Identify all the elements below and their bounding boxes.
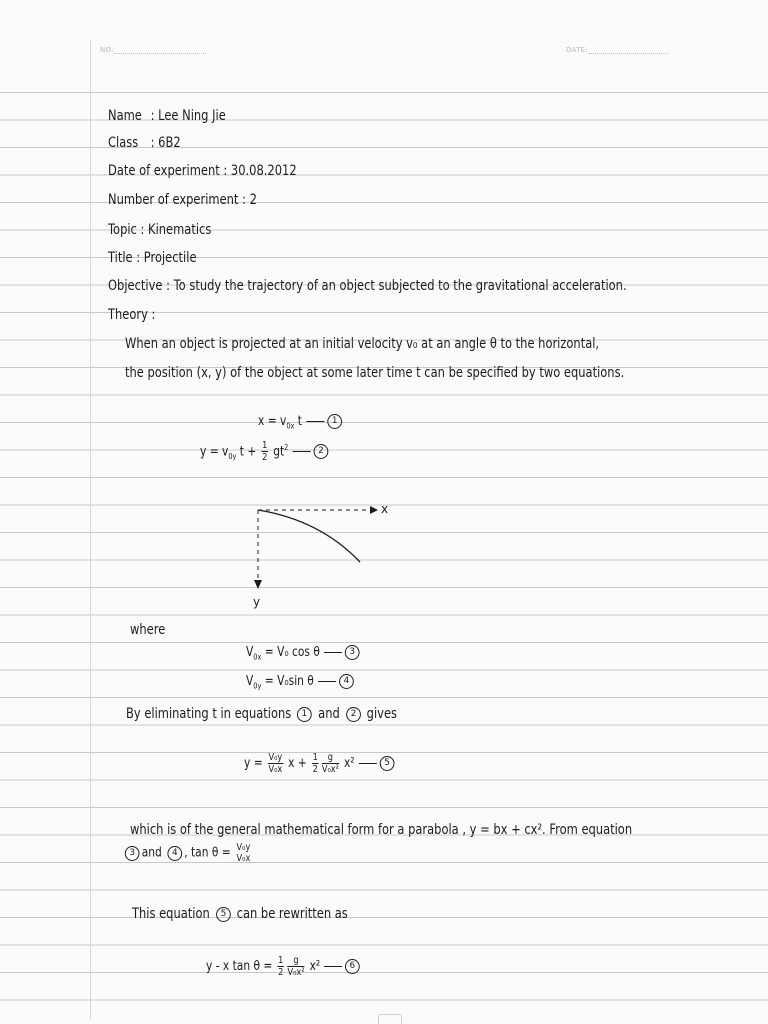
eq5-f3-num: g xyxy=(322,752,339,764)
y-axis-label: y xyxy=(253,595,261,609)
rewrite-text-a: This equation xyxy=(132,906,210,922)
info-date xyxy=(108,163,297,179)
eq6-f2-den: V₀x² xyxy=(287,967,305,978)
general-circle-4: 4 xyxy=(167,846,182,861)
eq5-f2-num: 1 xyxy=(312,752,318,763)
equation-3 xyxy=(246,645,358,666)
elim-text-and: and xyxy=(318,706,340,722)
header-date xyxy=(566,46,668,54)
header-date-dots xyxy=(588,53,668,54)
eq6-number-circle: 6 xyxy=(345,959,360,974)
info-label: Name xyxy=(108,108,142,124)
eq1-dash xyxy=(306,421,324,422)
equation-6 xyxy=(206,955,359,978)
info-label: Objective xyxy=(108,278,163,294)
eq3-dash xyxy=(324,652,342,653)
elim-circle-2: 2 xyxy=(346,707,361,722)
page-top-margin xyxy=(0,0,768,66)
eq4-lhs: V xyxy=(246,674,254,689)
info-label: Class xyxy=(108,135,139,151)
header-no-dots xyxy=(114,53,206,54)
page-footer-mark xyxy=(378,1014,402,1024)
eq4-dash xyxy=(318,681,336,682)
eq1-subscript: 0x xyxy=(286,421,295,431)
eq5-fraction-half xyxy=(312,752,319,775)
info-value: : To study the trajectory of an object subjected to the gravitational acceleration. xyxy=(166,278,627,294)
eq5-f3-den: V₀x² xyxy=(321,764,339,775)
eq5-f1-den: V₀x xyxy=(268,764,283,775)
info-class xyxy=(108,135,181,151)
margin-line xyxy=(90,40,91,1020)
info-objective xyxy=(108,278,627,294)
info-value: : 30.08.2012 xyxy=(223,163,297,179)
general-circle-3: 3 xyxy=(125,846,140,861)
header-no-label: NO: xyxy=(100,46,114,54)
equation-1 xyxy=(258,414,340,435)
y-axis-arrowhead xyxy=(254,580,262,589)
eq6-f1-den: 2 xyxy=(278,967,284,978)
eq4-rhs: = V₀sin θ xyxy=(261,674,314,689)
eq5-dash xyxy=(359,763,377,764)
eq1-number-circle: 1 xyxy=(327,414,342,429)
eq6-fraction-g xyxy=(288,955,305,978)
eq2-subscript: 0y xyxy=(228,451,237,461)
eq4-number-circle: 4 xyxy=(339,674,354,689)
elimination-sentence xyxy=(126,706,397,722)
eq5-fraction-g xyxy=(322,752,339,775)
trajectory-diagram xyxy=(240,496,410,616)
x-axis-label: x xyxy=(381,502,389,516)
general-frac-den: V₀x xyxy=(236,853,251,864)
info-label: Theory xyxy=(108,307,148,323)
info-label: Topic xyxy=(108,222,137,238)
theory-line-2: the position (x, y) of the object at some later time t can be specified by two equations. xyxy=(125,365,625,381)
where-label: where xyxy=(130,622,166,638)
eq5-rhs: x² xyxy=(340,756,355,771)
info-label: Number of experiment xyxy=(108,192,239,208)
x-axis-arrowhead xyxy=(370,506,378,514)
info-value: : 6B2 xyxy=(150,135,181,151)
info-value: : xyxy=(151,307,156,323)
equation-2 xyxy=(200,440,327,465)
eq5-f2-den: 2 xyxy=(312,764,318,775)
eq5-mid: x + xyxy=(284,756,311,771)
theory-line-1: When an object is projected at an initial velocity v₀ at an angle θ to the horizontal, xyxy=(125,336,600,352)
info-value: : Projectile xyxy=(136,250,197,266)
eq2-half-fraction xyxy=(261,440,268,463)
eq2-number-circle: 2 xyxy=(313,444,328,459)
eq2-superscript: 2 xyxy=(284,443,289,452)
info-name xyxy=(108,108,226,124)
eq1-rhs: t xyxy=(294,414,302,429)
elim-text-a: By eliminating t in equations xyxy=(126,706,292,722)
eq2-frac-num: 1 xyxy=(262,440,268,452)
eq3-lhs: V xyxy=(246,645,254,660)
rewrite-circle-5: 5 xyxy=(216,907,231,922)
eq2-lhs: y = v xyxy=(200,444,229,460)
equation-5 xyxy=(244,752,393,775)
general-fraction xyxy=(236,842,251,864)
eq6-rhs: x² xyxy=(306,959,321,974)
info-title xyxy=(108,250,197,266)
eq2-mid: t + xyxy=(236,444,260,460)
rewrite-sentence xyxy=(132,906,348,922)
eq3-number-circle: 3 xyxy=(345,645,360,660)
eq2-dash xyxy=(292,451,310,452)
eq6-lhs: y - x tan θ = xyxy=(206,959,273,974)
eq6-f2-num: g xyxy=(288,955,305,967)
general-form-line-1: which is of the general mathematical form for a parabola , y = bx + cx². From equation xyxy=(130,822,633,838)
general-frac-num: V₀y xyxy=(236,842,251,853)
eq5-f1-num: V₀y xyxy=(268,752,283,763)
info-topic xyxy=(108,222,211,238)
header-date-label: DATE: xyxy=(566,46,589,54)
info-label: Date of experiment xyxy=(108,163,220,179)
eq5-number-circle: 5 xyxy=(380,756,395,771)
eq1-lhs: x = v xyxy=(258,414,287,429)
elim-text-gives: gives xyxy=(366,706,397,722)
info-theory xyxy=(108,307,155,323)
header-no xyxy=(100,46,206,54)
eq4-subscript: 0y xyxy=(253,681,262,691)
info-number xyxy=(108,192,257,208)
general-tan: , tan θ = xyxy=(180,845,231,861)
info-value: : 2 xyxy=(242,192,257,208)
general-text-and: and xyxy=(141,845,162,861)
info-value: : Lee Ning Jie xyxy=(150,108,226,124)
general-form-line-2 xyxy=(126,842,253,864)
rewrite-text-b: can be rewritten as xyxy=(236,906,348,922)
eq2-rhs: gt xyxy=(269,444,285,460)
info-label: Title xyxy=(108,250,133,266)
eq6-f1-num: 1 xyxy=(278,955,284,966)
trajectory-curve xyxy=(258,510,360,562)
eq6-fraction-half xyxy=(277,955,284,978)
eq2-frac-den: 2 xyxy=(262,452,268,464)
eq3-rhs: = V₀ cos θ xyxy=(261,645,320,660)
eq6-dash xyxy=(324,966,342,967)
eq5-fraction-vratio xyxy=(268,752,283,775)
info-value: : Kinematics xyxy=(140,222,212,238)
eq3-subscript: 0x xyxy=(253,652,262,662)
eq5-lhs: y = xyxy=(244,756,263,771)
equation-4 xyxy=(246,674,352,695)
elim-circle-1: 1 xyxy=(297,707,312,722)
